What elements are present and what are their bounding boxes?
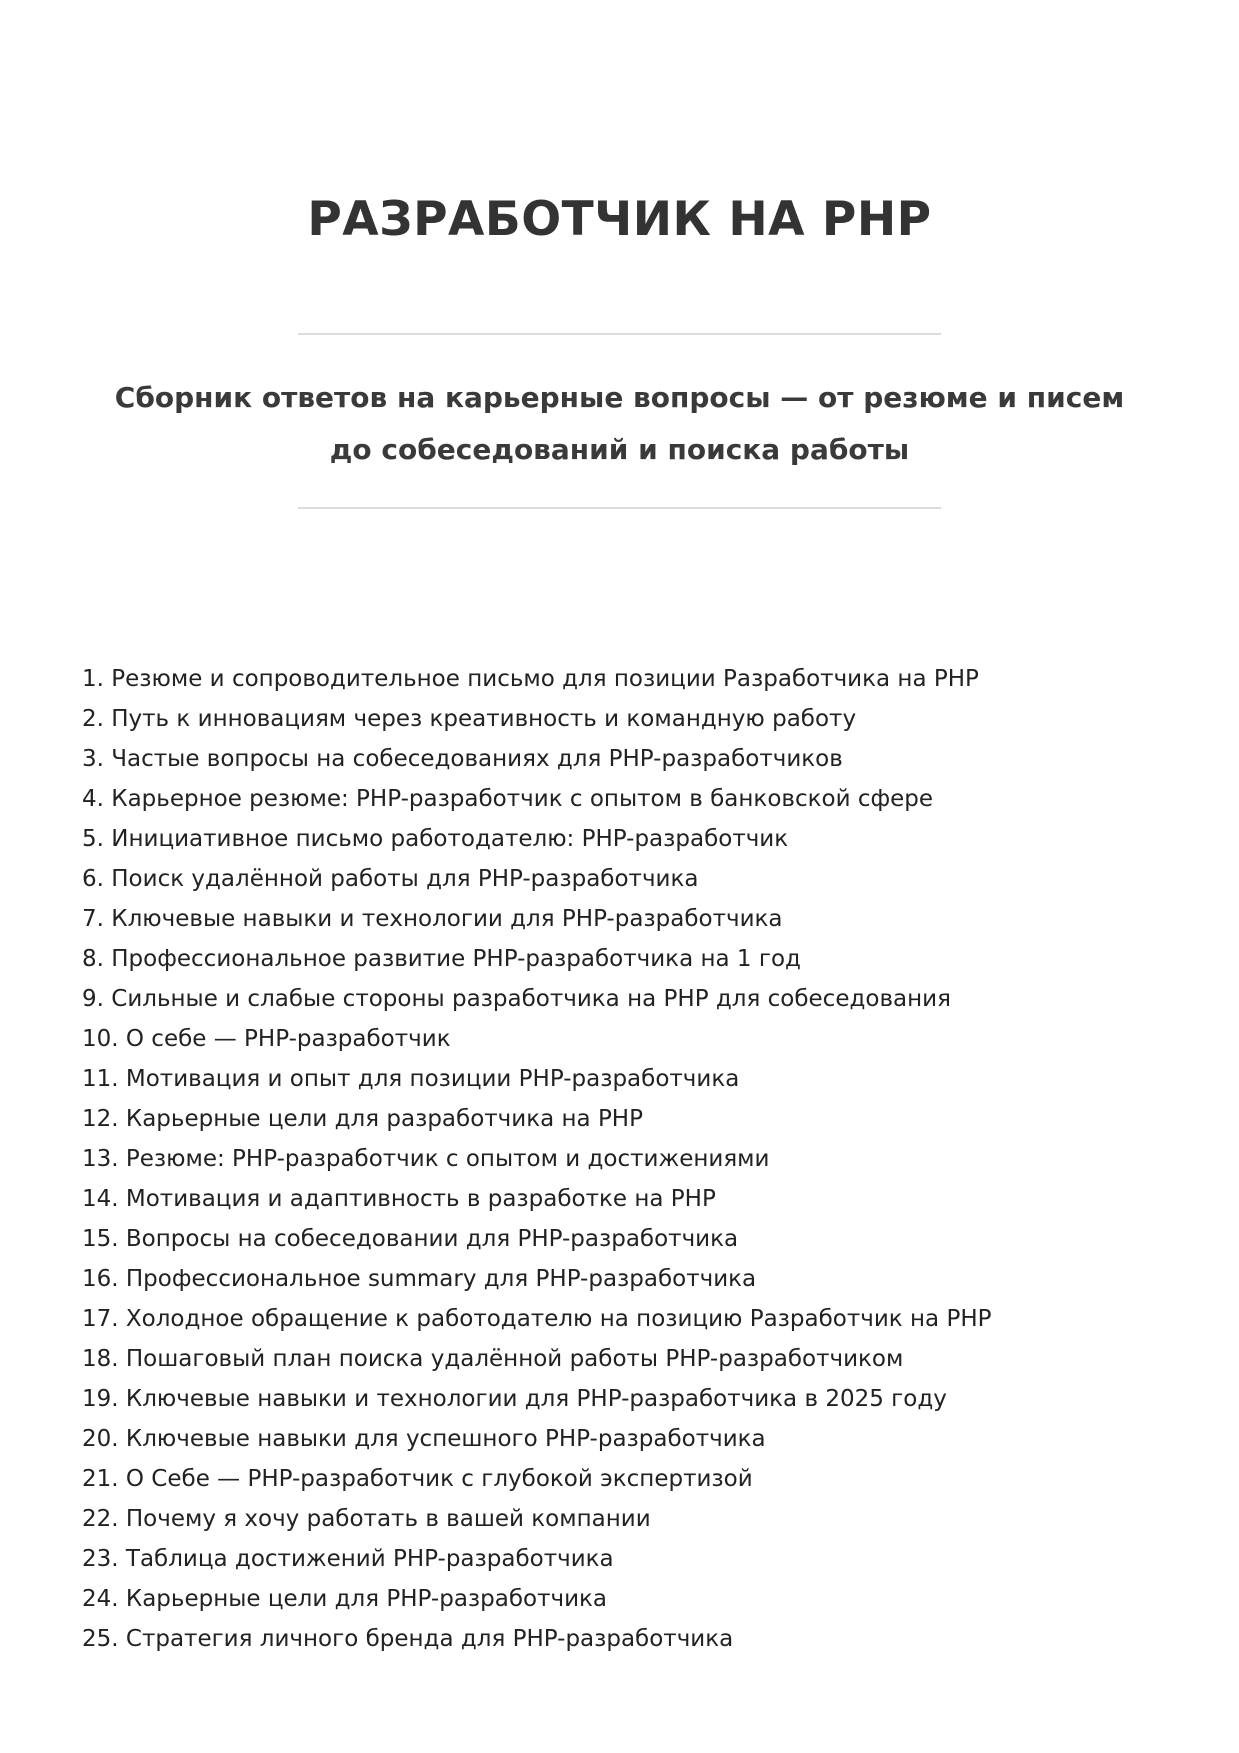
toc-item[interactable]: 22. Почему я хочу работать в вашей компании: [82, 1506, 651, 1532]
toc-item[interactable]: 14. Мотивация и адаптивность в разработке на PHP: [82, 1186, 716, 1212]
toc-item[interactable]: 20. Ключевые навыки для успешного PHP-разработчика: [82, 1426, 766, 1452]
subtitle-divider: [298, 507, 941, 509]
page-subtitle: Сборник ответов на карьерные вопросы — от резюме и писем до собеседований и поиска работы: [114, 381, 1125, 466]
toc-item[interactable]: 21. О Себе — PHP-разработчик с глубокой экспертизой: [82, 1466, 753, 1492]
toc-item[interactable]: 24. Карьерные цели для PHP-разработчика: [82, 1586, 608, 1612]
toc-item[interactable]: 25. Стратегия личного бренда для PHP-разработчика: [82, 1626, 734, 1652]
toc-item[interactable]: 1. Резюме и сопроводительное письмо для позиции Разработчика на PHP: [82, 666, 979, 692]
toc-item[interactable]: 10. О себе — PHP-разработчик: [82, 1026, 451, 1052]
toc-item[interactable]: 9. Сильные и слабые стороны разработчика на PHP для собеседования: [82, 986, 951, 1012]
toc-item[interactable]: 18. Пошаговый план поиска удалённой работы PHP-разработчиком: [82, 1346, 904, 1372]
toc-item[interactable]: 13. Резюме: PHP-разработчик с опытом и достижениями: [82, 1146, 770, 1172]
toc-item[interactable]: 19. Ключевые навыки и технологии для PHP-разработчика в 2025 году: [82, 1386, 947, 1412]
toc-item[interactable]: 17. Холодное обращение к работодателю на позицию Разработчик на PHP: [82, 1306, 992, 1332]
toc-item[interactable]: 6. Поиск удалённой работы для PHP-разработчика: [82, 866, 699, 892]
toc-item[interactable]: 8. Профессиональное развитие PHP-разработчика на 1 год: [82, 946, 801, 972]
toc-item[interactable]: 11. Мотивация и опыт для позиции PHP-разработчика: [82, 1066, 740, 1092]
toc-item[interactable]: 2. Путь к инновациям через креативность и командную работу: [82, 706, 857, 732]
toc-item[interactable]: 15. Вопросы на собеседовании для PHP-разработчика: [82, 1226, 739, 1252]
page-title: РАЗРАБОТЧИК НА PHP: [307, 192, 932, 247]
toc-item[interactable]: 23. Таблица достижений PHP-разработчика: [82, 1546, 614, 1572]
toc-item[interactable]: 7. Ключевые навыки и технологии для PHP-разработчика: [82, 906, 783, 932]
toc-item[interactable]: 16. Профессиональное summary для PHP-разработчика: [82, 1266, 757, 1292]
title-divider: [298, 333, 941, 335]
toc-item[interactable]: 3. Частые вопросы на собеседованиях для PHP-разработчиков: [82, 746, 843, 772]
toc-item[interactable]: 4. Карьерное резюме: PHP-разработчик с опытом в банковской сфере: [82, 786, 934, 812]
toc-item[interactable]: 12. Карьерные цели для разработчика на PHP: [82, 1106, 643, 1132]
toc-item[interactable]: 5. Инициативное письмо работодателю: PHP-разработчик: [82, 826, 789, 852]
table-of-contents: [82, 659, 1162, 1659]
